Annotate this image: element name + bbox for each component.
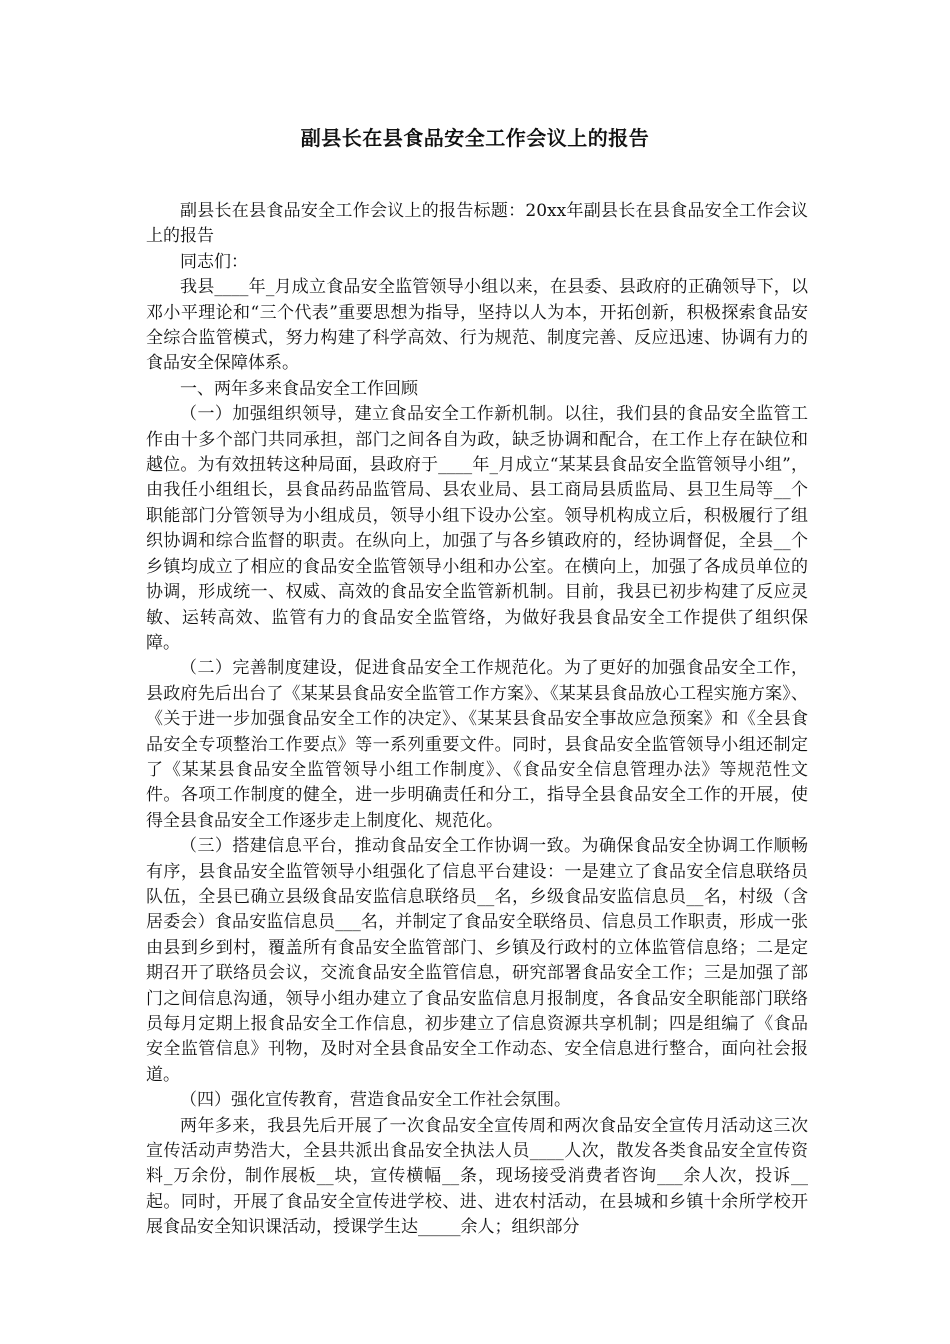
paragraph-information-platform: （三）搭建信息平台，推动食品安全工作协调一致。为确保食品安全协调工作顺畅有序，县食品安全监管领导小组强化了信息平台建设：一是建立了食品安全信息联络员队伍，全县已确立县级食品安监信息联络员__名，乡级食品安监信息员__名，村级（含居委会）食品安监信息员___名，并制定了食品安全联络员、信息员工作职责，形成一张由县到乡到村，覆盖所有食品安全监管部门、乡镇及行政村的立体监管信息络；二是定期召开了联络员会议，交流食品安全监管信息，研究部署食品安全工作；三是加强了部门之间信息沟通，领导小组办建立了食品安监信息月报制度，各食品安全职能部门联络员每月定期上报食品安全工作信息，初步建立了信息资源共享机制；四是组编了《食品安全监管信息》刊物，及时对全县食品安全工作动态、安全信息进行整合，面向社会报道。 bbox=[146, 836, 808, 1085]
document-title: 副县长在县食品安全工作会议上的报告 bbox=[300, 126, 650, 150]
paragraph-heading-line: 副县长在县食品安全工作会议上的报告标题：20xx年副县长在县食品安全工作会议上的报告 bbox=[146, 201, 808, 247]
paragraph-salutation: 同志们： bbox=[180, 251, 248, 272]
paragraph-system-building: （二）完善制度建设，促进食品安全工作规范化。为了更好的加强食品安全工作，县政府先后出台了《某某县食品安全监管工作方案》、《某某县食品放心工程实施方案》、《关于进一步加强食品安全工作的决定》、《某某县食品安全事故应急预案》和《全县食品安全专项整治工作要点》等一系列重要文件。同时，县食品安全监管领导小组还制定了《某某县食品安全监管领导小组工作制度》、《食品安全信息管理办法》等规范性文件。各项工作制度的健全，进一步明确责任和分工，指导全县食品安全工作的开展，使得全县食品安全工作逐步走上制度化、规范化。 bbox=[146, 658, 808, 831]
paragraph-publicity: 两年多来，我县先后开展了一次食品安全宣传周和两次食品安全宣传月活动这三次宣传活动声势浩大，全县共派出食品安全执法人员____人次，散发各类食品安全宣传资料_万余份，制作展板__块，宣传横幅__条，现场接受消费者咨询___余人次，投诉__起。同时，开展了食品安全宣传进学校、进、进农村活动，在县城和乡镇十余所学校开展食品安全知识课活动，授课学生达_____余人；组织部分 bbox=[146, 1115, 808, 1238]
paragraph-organization: （一）加强组织领导，建立食品安全工作新机制。以往，我们县的食品安全监管工作由十多个部门共同承担，部门之间各自为政，缺乏协调和配合，在工作上存在缺位和越位。为有效扭转这种局面，县政府于____年_月成立“某某县食品安全监管领导小组”，由我任小组组长，县食品药品监管局、县农业局、县工商局县质监局、县卫生局等__个职能部门分管领导为小组成员，领导小组下设办公室。领导机构成立后，积极履行了组织协调和综合监督的职责。在纵向上，加强了与各乡镇政府的，经协调督促，全县__个乡镇均成立了相应的食品安全监管领导小组和办公室。在横向上，加强了各成员单位的协调，形成统一、权威、高效的食品安全监管新机制。目前，我县已初步构建了反应灵敏、运转高效、监管有力的食品安全监管络，为做好我县食品安全工作提供了组织保障。 bbox=[146, 404, 808, 653]
paragraph-intro: 我县____年_月成立食品安全监管领导小组以来，在县委、县政府的正确领导下，以邓小平理论和“三个代表”重要思想为指导，坚持以人为本，开拓创新，积极探索食品安全综合监管模式，努力构建了科学高效、行为规范、制度完善、反应迅速、协调有力的食品安全保障体系。 bbox=[146, 277, 808, 374]
paragraph-publicity-heading: （四）强化宣传教育，营造食品安全工作社会氛围。 bbox=[180, 1090, 571, 1111]
document-body bbox=[146, 199, 808, 1241]
section-heading-review: 一、两年多来食品安全工作回顾 bbox=[180, 378, 418, 399]
